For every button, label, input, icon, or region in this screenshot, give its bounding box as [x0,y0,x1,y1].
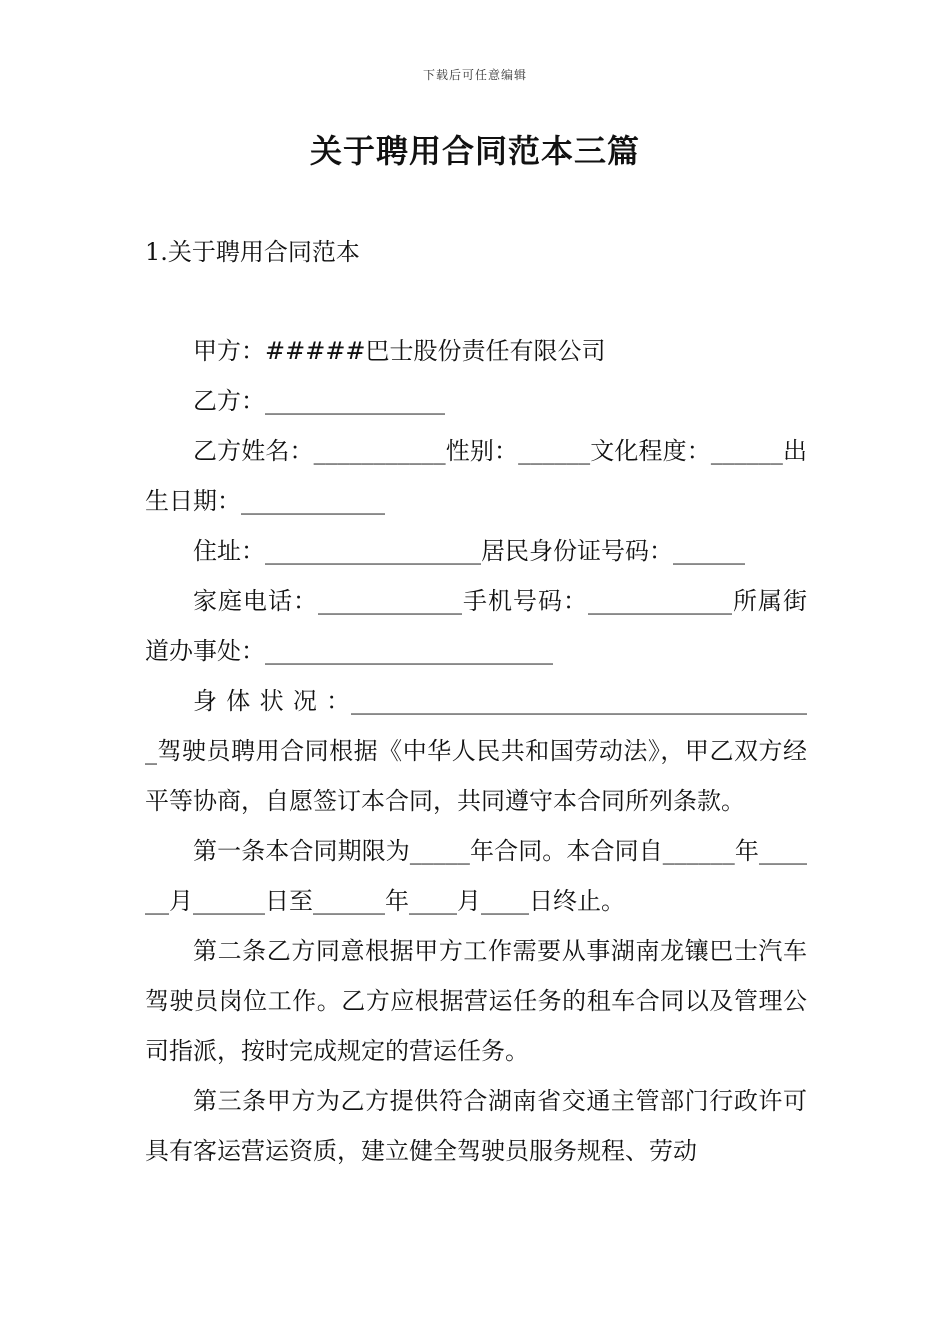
party-b-details-line: 乙方姓名：___________性别：______文化程度：______出生日期：____________ [145,437,807,515]
article-2-paragraph: 第二条乙方同意根据甲方工作需要从事湖南龙镶巴士汽车驾驶员岗位工作。乙方应根据营运任务的租车合同以及管理公司指派，按时完成规定的营运任务。 [145,937,807,1065]
party-b-line: 乙方：_______________ [193,387,445,415]
section-heading: 1.关于聘用合同范本 [145,238,360,266]
contract-body [145,326,807,1176]
header-note: 下载后可任意编辑 [422,68,527,82]
phone-office-line: 家庭电话：____________手机号码：____________所属街道办事处：________________________ [145,587,807,665]
article-3-paragraph: 第三条甲方为乙方提供符合湖南省交通主管部门行政许可具有客运营运资质，建立健全驾驶员服务规程、劳动 [145,1087,807,1165]
document-title: 关于聘用合同范本三篇 [309,132,640,170]
address-id-line: 住址：__________________居民身份证号码：______ [193,537,745,565]
health-preamble-paragraph: 身 体 状 况 ：_______________________________________驾驶员聘用合同根据《中华人民共和国劳动法》，甲乙双方经平等协商，自愿签订本合同，共同遵守本合同所列条款。 [145,687,807,815]
party-a-line: 甲方：#####巴士股份责任有限公司 [193,337,606,365]
article-1-paragraph: 第一条本合同期限为_____年合同。本合同自______年______月______日至______年____月____日终止。 [145,837,807,915]
